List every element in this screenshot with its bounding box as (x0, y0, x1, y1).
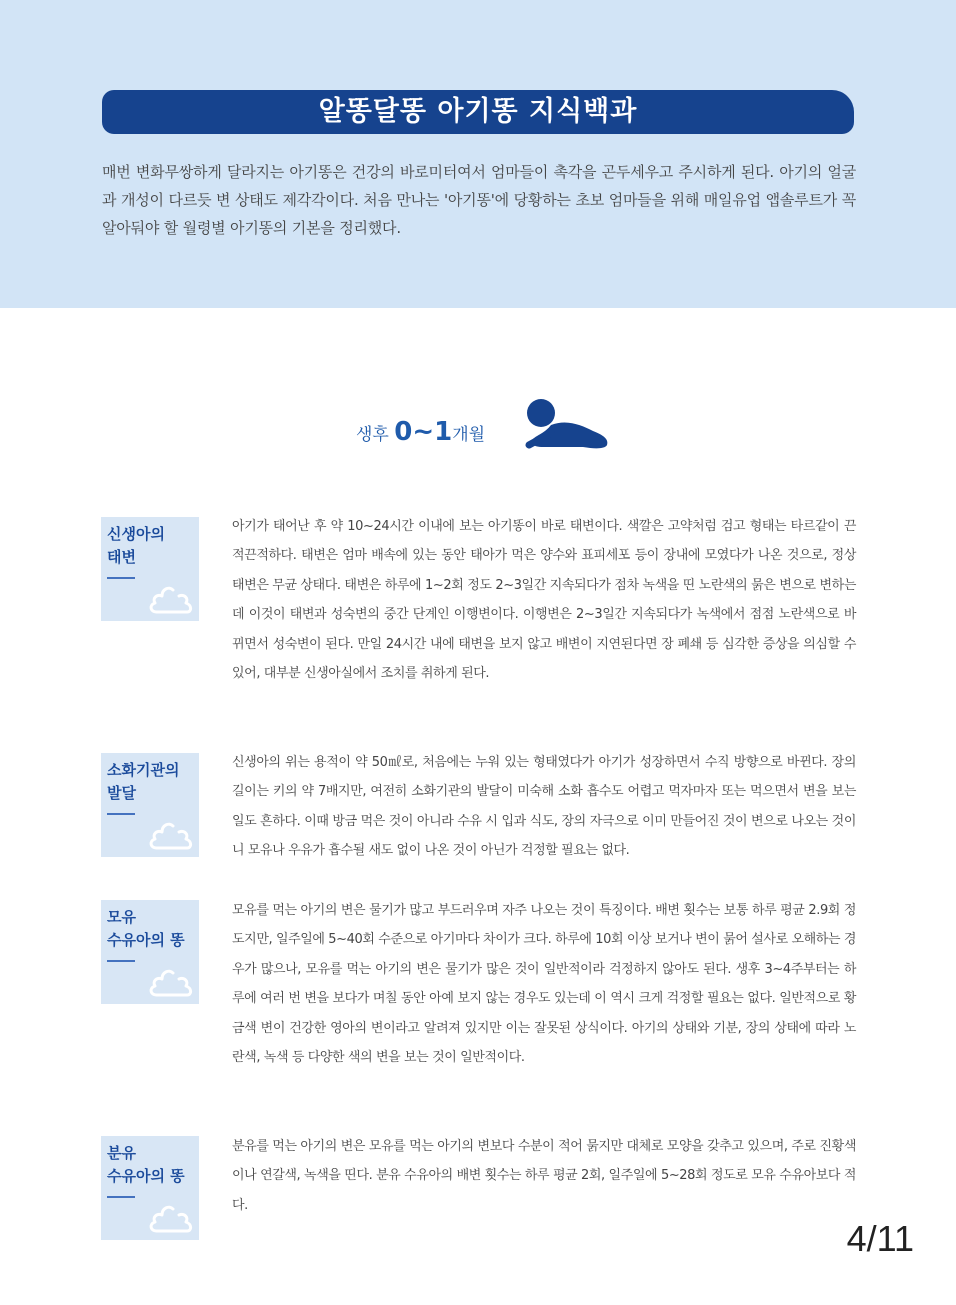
header-band (0, 0, 956, 308)
row-label-line2: 태변 (107, 548, 136, 566)
row-text-meconium: 아기가 태어난 후 약 10~24시간 이내에 보는 아기똥이 바로 태변이다. 색깔은 고약처럼 검고 형태는 타르같이 끈적끈적하다. 태변은 엄마 배속에 있는 동안 태아가 먹은 양수와 표피세포 등이 장내에 모였다가 나온 것으로, 정상 태변은 무균 상태다. 태변은 하루에 1~2회 정도 2~3일간 지속되다가 점차 녹색을 띤 노란색의 묽은 변으로 변하는데 이것이 태변과 성숙변의 중간 단계인 이행변이다. 이행변은 2~3일간 지속되다가 녹색에서 점점 노란색으로 바뀌면서 성숙변이 된다. 만일 24시간 내에 태변을 보지 않고 배변이 지연된다면 장 폐쇄 등 심각한 증상을 의심할 수 있어, 대부분 신생아실에서 조치를 취하게 된다. (232, 519, 856, 682)
row-label-line1: 신생아의 (107, 525, 165, 543)
label-divider (107, 813, 135, 815)
row-text-digestion: 신생아의 위는 용적이 약 50㎖로, 처음에는 누워 있는 형태였다가 아기가 성장하면서 수직 방향으로 바뀐다. 장의 길이는 키의 약 7배지만, 여전히 소화기관의 발달이 미숙해 소화 흡수도 어렵고 먹자마자 또는 먹으면서 변을 보는 일도 흔하다. 이때 방금 먹은 것이 아니라 수유 시 입과 식도, 장의 자극으로 이미 만들어진 것이 변으로 나오는 것이니 모유나 우유가 흡수될 새도 없이 나온 것이 아닌가 걱정할 필요는 없다. (232, 755, 856, 859)
label-divider (107, 1196, 135, 1198)
page-title: 알똥달똥 아기똥 지식백과 (102, 90, 854, 134)
poop-icon (147, 962, 193, 998)
poop-icon (147, 815, 193, 851)
age-prefix: 생후 (356, 425, 395, 445)
row-label-line1: 분유 (107, 1144, 136, 1162)
row-label-line2: 발달 (107, 784, 136, 802)
row-label-breastfed (101, 900, 199, 1004)
row-label-formula (101, 1136, 199, 1240)
poop-icon (147, 1198, 193, 1234)
label-divider (107, 577, 135, 579)
label-divider (107, 960, 135, 962)
row-label-line1: 모유 (107, 908, 136, 926)
row-label-line2: 수유아의 똥 (107, 931, 185, 949)
intro-paragraph: 매번 변화무쌍하게 달라지는 아기똥은 건강의 바로미터여서 엄마들이 촉각을 곤두세우고 주시하게 된다. 아기의 얼굴과 개성이 다르듯 변 상태도 제각각이다. 처음 만나는 '아기똥'에 당황하는 초보 엄마들을 위해 매일유업 앱솔루트가 꼭 알아둬야 할 월령별 아기똥의 기본을 정리했다. (102, 163, 856, 237)
age-range: 0~1 (394, 417, 453, 447)
poop-icon (147, 579, 193, 615)
row-label-line1: 소화기관의 (107, 761, 180, 779)
row-label-line2: 수유아의 똥 (107, 1167, 185, 1185)
row-label-digestion (101, 753, 199, 857)
age-suffix: 개월 (452, 425, 486, 445)
page-number: 4/11 (846, 1218, 914, 1259)
crawling-baby-icon (521, 395, 613, 451)
age-section-heading (356, 395, 616, 455)
row-text-formula: 분유를 먹는 아기의 변은 모유를 먹는 아기의 변보다 수분이 적어 묽지만 대체로 모양을 갖추고 있으며, 주로 진황색이나 연갈색, 녹색을 띤다. 분유 수유아의 배변 횟수는 하루 평균 2회, 일주일에 5~28회 정도로 모유 수유아보다 적다. (232, 1139, 856, 1213)
age-section-label (356, 417, 485, 447)
row-text-breastfed: 모유를 먹는 아기의 변은 물기가 많고 부드러우며 자주 나오는 것이 특징이다. 배변 횟수는 보통 하루 평균 2.9회 정도지만, 일주일에 5~40회 수준으로 아기마다 차이가 크다. 하루에 10회 이상 보거나 변이 묽어 설사로 오해하는 경우가 많으나, 모유를 먹는 아기의 변은 물기가 많은 것이 일반적이라 걱정하지 않아도 된다. 생후 3~4주부터는 하루에 여러 번 변을 보다가 며칠 동안 아예 보지 않는 경우도 있는데 이 역시 크게 걱정할 필요는 없다. 일반적으로 황금색 변이 건강한 영아의 변이라고 알려져 있지만 이는 잘못된 상식이다. 아기의 상태와 기분, 장의 상태에 따라 노란색, 녹색 등 다양한 색의 변을 보는 것이 일반적이다. (232, 903, 856, 1066)
row-label-meconium (101, 517, 199, 621)
